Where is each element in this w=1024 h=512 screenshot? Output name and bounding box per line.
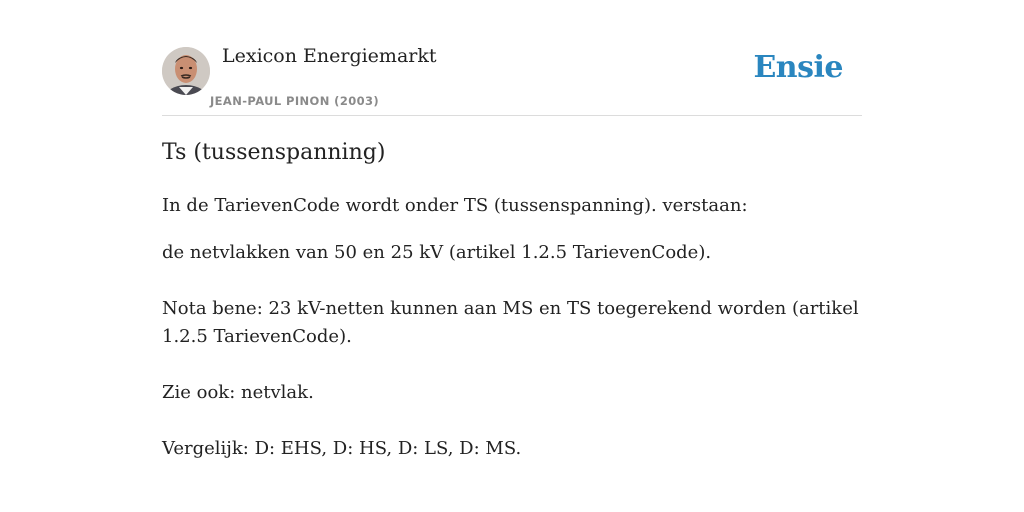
compare-link-ms[interactable]: D: MS: [459, 438, 516, 459]
entry-title: Ts (tussenspanning): [162, 140, 386, 165]
compare-link-ehs[interactable]: D: EHS: [254, 438, 322, 459]
see-also-prefix: Zie ook:: [162, 382, 242, 403]
compare-link-hs[interactable]: D: HS: [332, 438, 387, 459]
see-also-suffix: .: [308, 382, 314, 403]
compare-suffix: .: [515, 438, 522, 459]
entry-definition: de netvlakken van 50 en 25 kV (artikel 1.2.5 TarievenCode).: [162, 242, 712, 263]
see-also-link-netvlak[interactable]: netvlak: [241, 382, 309, 403]
page-container: [162, 0, 862, 512]
ensie-logo-link[interactable]: Ensie: [753, 50, 843, 85]
compare-separator: ,: [321, 438, 333, 459]
compare: [162, 435, 862, 463]
author-photo-icon: [162, 47, 210, 95]
compare-prefix: Vergelijk:: [162, 438, 255, 459]
see-also: [162, 379, 862, 407]
compare-separator: ,: [447, 438, 460, 459]
author-name: JEAN-PAUL PINON (2003): [210, 94, 380, 108]
header: [162, 0, 862, 116]
author-avatar-icon[interactable]: [162, 47, 210, 95]
compare-link-ls[interactable]: D: LS: [397, 438, 448, 459]
entry-nota-bene: Nota bene: 23 kV-netten kunnen aan MS en TS toegerekend worden (artikel 1.2.5 TarievenCode).: [162, 298, 859, 347]
entry-intro: In de TarievenCode wordt onder TS (tussenspanning). verstaan:: [162, 195, 748, 216]
lexicon-title-link[interactable]: Lexicon Energiemarkt: [222, 45, 437, 67]
compare-separator: ,: [386, 438, 398, 459]
